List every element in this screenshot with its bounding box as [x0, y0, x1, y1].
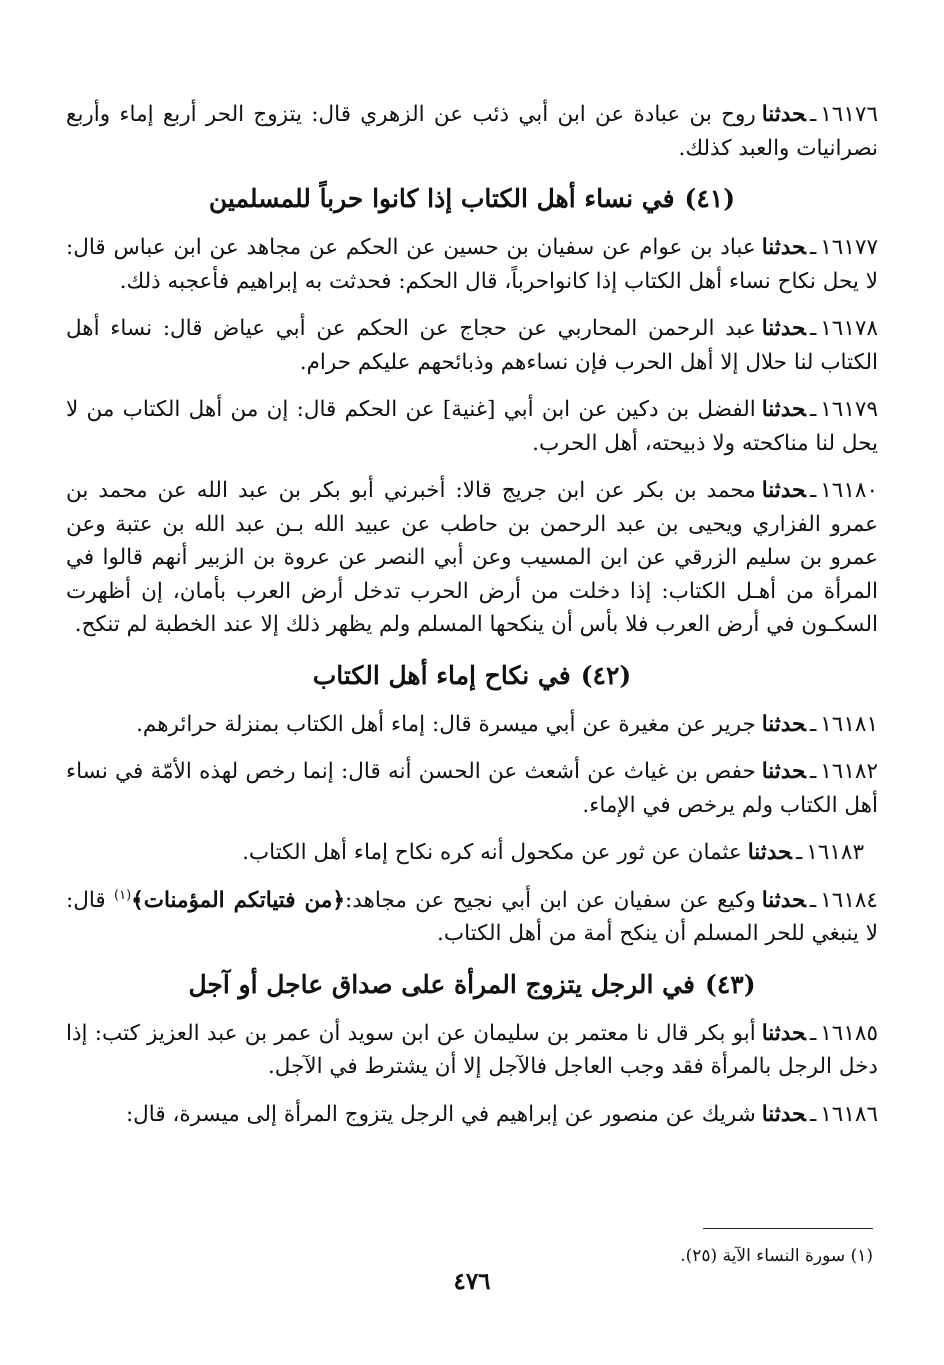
footnote-marker: (١) [114, 887, 132, 903]
hadith-text: أبو بكر قال نا معتمر بن سليمان عن ابن سويد أن عمر بن عبد العزيز كتب: إذا دخل الرجل بالمرأة فقد وجب العاجل فالآجل إلا أن يشترط في الآجل. [66, 1020, 878, 1079]
hadith-16181: ١٦١٨١ـحدثناجرير عن مغيرة عن أبي ميسرة قال: إماء أهل الكتاب بمنزلة حرائرهم. [136, 711, 878, 737]
chapter-number: (٤٢) [580, 660, 632, 690]
hadith-keyword: حدثنا [761, 1020, 806, 1046]
hadith-text-continued: قال: لا ينبغي للحر المسلم أن ينكح أمة من أهل الكتاب. [66, 887, 878, 946]
hadith-keyword: حدثنا [761, 478, 806, 503]
page-body [66, 98, 878, 1145]
hadith-16176: ١٦١٧٦ـحدثناروح بن عبادة عن ابن أبي ذئب عن الزهري قال: يتزوج الحر أربع إماء وأربع نصرانيات والعبد كذلك. [66, 102, 878, 161]
hadith-number: ١٦١٧٨ [820, 316, 878, 341]
hadith-keyword: حدثنا [761, 397, 806, 422]
hadith-text: عثمان عن ثور عن مكحول أنه كره نكاح إماء أهل الكتاب. [242, 840, 742, 865]
hadith-keyword: حدثنا [761, 102, 806, 127]
page-number: ٤٧٦ [453, 1268, 491, 1295]
hadith-number: ١٦١٨٦ [820, 1101, 878, 1127]
hadith-number: ١٦١٧٧ [820, 235, 878, 260]
footnote-separator [703, 1228, 873, 1229]
hadith-text: حفص بن غياث عن أشعث عن الحسن أنه قال: إنما رخص لهذه الأمّة في نساء أهل الكتاب ولم يرخص في الإماء. [66, 759, 878, 818]
chapter-heading-42 [66, 658, 878, 694]
hadith-text: الفضل بن دكين عن ابن أبي [غنية] عن الحكم قال: إن من أهل الكتاب من لا يحل لنا مناكحته ولا ذبيحته، أهل الحرب. [66, 397, 878, 456]
chapter-heading-41 [66, 181, 878, 217]
hadith-text: عبد الرحمن المحاربي عن حجاج عن الحكم عن أبي عياض قال: نساء أهل الكتاب لنا حلال إلا أهل الحرب فإن نساءهم وذبائحهم عليكم حرام. [66, 316, 878, 375]
hadith-text: وكيع عن سفيان عن ابن أبي نجيح عن مجاهد: [345, 887, 756, 913]
hadith-16180: ١٦١٨٠ـحدثنامحمد بن بكر عن ابن جريج قالا: أخبرني أبو بكر بن عبد الله عن محمد بن عمرو الفزاري ويحيى بن عبد الرحمن بن حاطب عن عبيد الله بـن عبد الله بن عتبة وعن عمرو بن سليم الزرقي عن ابن المسيب وعن أبي النصر عن عروة بن الزبير أنهم قالوا في المرأة من أهـل الكتاب: إذا دخلت من أرض الحرب تدخل أرض العرب بأمان، إن أظهرت السكـون في أرض العرب فلا بأس أن ينكحها المسلم ولم يظهر ذلك إلا عند الخطبة لم تنكح. [66, 478, 878, 637]
chapter-title: في الرجل يتزوج المرأة على صداق عاجل أو آجل [188, 969, 695, 999]
hadith-keyword: حدثنا [747, 840, 792, 865]
hadith-text: عباد بن عوام عن سفيان بن حسين عن الحكم عن مجاهد عن ابن عباس قال: لا يحل نكاح نساء أهل الكتاب إذا كانواحرباً، قال الحكم: فحدثت به إبراهيم فأعجبه ذلك. [66, 235, 878, 294]
hadith-16177: ١٦١٧٧ـحدثناعباد بن عوام عن سفيان بن حسين عن الحكم عن مجاهد عن ابن عباس قال: لا يحل نكاح نساء أهل الكتاب إذا كانواحرباً، قال الحكم: فحدثت به إبراهيم فأعجبه ذلك. [66, 235, 878, 294]
chapter-title: في نكاح إماء أهل الكتاب [312, 660, 571, 690]
hadith-text: محمد بن بكر عن ابن جريج قالا: أخبرني أبو بكر بن عبد الله عن محمد بن عمرو الفزاري ويحيى بن عبد الرحمن بن حاطب عن عبيد الله بـن عبد الله بن عتبة وعن عمرو بن سليم الزرقي عن ابن المسيب وعن أبي النصر عن عروة بن الزبير أنهم قالوا في المرأة من أهـل الكتاب: إذا دخلت من أرض الحرب تدخل أرض العرب بأمان، إن أظهرت السكـون في أرض العرب فلا بأس أن ينكحها المسلم ولم يظهر ذلك إلا عند الخطبة لم تنكح. [66, 478, 878, 637]
hadith-number: ١٦١٨٤ [820, 887, 878, 913]
hadith-keyword: حدثنا [761, 235, 806, 260]
hadith-keyword: حدثنا [761, 759, 806, 784]
hadith-text: روح بن عبادة عن ابن أبي ذئب عن الزهري قال: يتزوج الحر أربع إماء وأربع نصرانيات والعبد كذلك. [66, 102, 878, 161]
hadith-number: ١٦١٧٩ [820, 397, 878, 422]
hadith-16183: ١٦١٨٣ـحدثناعثمان عن ثور عن مكحول أنه كره نكاح إماء أهل الكتاب. [242, 840, 864, 865]
hadith-text: شريك عن منصور عن إبراهيم في الرجل يتزوج المرأة إلى ميسرة، قال: [125, 1101, 756, 1127]
chapter-number: (٤١) [684, 184, 736, 213]
hadith-keyword: حدثنا [761, 1101, 806, 1127]
chapter-number: (٤٣) [704, 969, 756, 999]
chapter-title: في نساء أهل الكتاب إذا كانوا حرباً للمسلمين [208, 184, 675, 213]
hadith-number: ١٦١٧٦ [820, 102, 878, 127]
hadith-keyword: حدثنا [761, 316, 806, 341]
hadith-number: ١٦١٨٢ [820, 759, 878, 784]
hadith-16182: ١٦١٨٢ـحدثناحفص بن غياث عن أشعث عن الحسن أنه قال: إنما رخص لهذه الأمّة في نساء أهل الكتاب ولم يرخص في الإماء. [66, 759, 878, 818]
chapter-heading-43 [66, 967, 878, 1003]
quran-quote: ﴿من فتياتكم المؤمنات﴾ [131, 887, 346, 913]
footnote: (١) سورة النساء الآية (٢٥). [680, 1246, 873, 1266]
hadith-keyword: حدثنا [761, 887, 806, 913]
hadith-16178: ١٦١٧٨ـحدثناعبد الرحمن المحاربي عن حجاج عن الحكم عن أبي عياض قال: نساء أهل الكتاب لنا حلال إلا أهل الحرب فإن نساءهم وذبائحهم عليكم حرام. [66, 316, 878, 375]
hadith-number: ١٦١٨٠ [820, 478, 878, 503]
hadith-number: ١٦١٨١ [820, 711, 878, 737]
hadith-keyword: حدثنا [761, 711, 806, 737]
hadith-number: ١٦١٨٥ [820, 1020, 878, 1046]
hadith-16179: ١٦١٧٩ـحدثناالفضل بن دكين عن ابن أبي [غنية] عن الحكم قال: إن من أهل الكتاب من لا يحل لنا مناكحته ولا ذبيحته، أهل الحرب. [66, 397, 878, 456]
hadith-text: جرير عن مغيرة عن أبي ميسرة قال: إماء أهل الكتاب بمنزلة حرائرهم. [136, 711, 756, 737]
hadith-16184: ١٦١٨٤ـحدثناوكيع عن سفيان عن ابن أبي نجيح عن مجاهد:﴿من فتياتكم المؤمنات﴾$^{(١)}$ قال: لا ينبغي للحر المسلم أن ينكح أمة من أهل الكتاب. [66, 887, 878, 946]
hadith-16186: ١٦١٨٦ـحدثناشريك عن منصور عن إبراهيم في الرجل يتزوج المرأة إلى ميسرة، قال: [125, 1101, 878, 1127]
hadith-16185: ١٦١٨٥ـحدثناأبو بكر قال نا معتمر بن سليمان عن ابن سويد أن عمر بن عبد العزيز كتب: إذا دخل الرجل بالمرأة فقد وجب العاجل فالآجل إلا أن يشترط في الآجل. [66, 1020, 878, 1079]
hadith-number: ١٦١٨٣ [806, 840, 864, 865]
